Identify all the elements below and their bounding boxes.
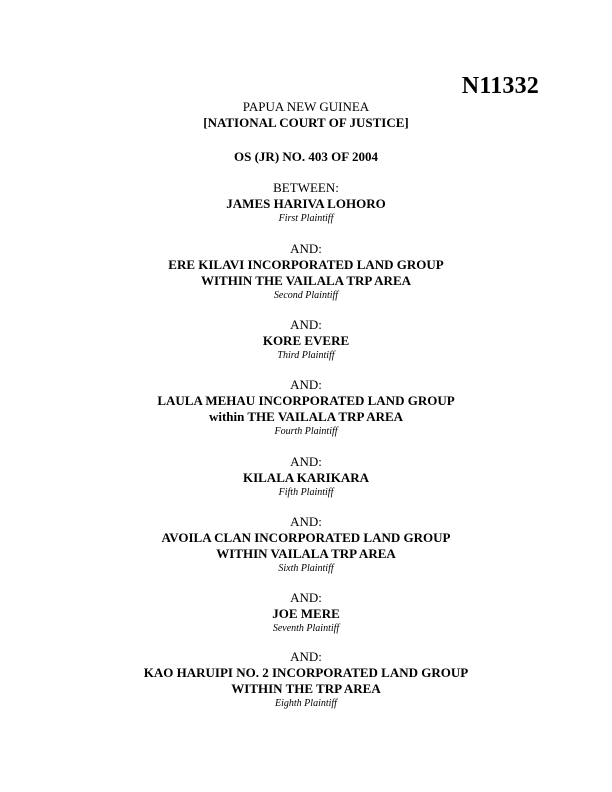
party-sixth (0, 514, 612, 576)
party-name-continued: WITHIN THE VAILALA TRP AREA (201, 273, 411, 288)
party-fourth (0, 377, 612, 439)
and-connector: AND: (290, 590, 322, 605)
party-name: JOE MERE (272, 606, 340, 621)
party-role: Second Plaintiff (273, 290, 339, 301)
party-role: Eighth Plaintiff (275, 698, 337, 709)
and-connector: AND: (290, 514, 322, 529)
document-header (0, 99, 612, 131)
party-role: Seventh Plaintiff (272, 623, 340, 634)
country-name: PAPUA NEW GUINEA (242, 99, 370, 114)
party-second (0, 241, 612, 303)
party-seventh (0, 590, 612, 636)
party-name: AVOILA CLAN INCORPORATED LAND GROUP (161, 530, 451, 545)
party-first (0, 180, 612, 226)
and-connector: AND: (290, 317, 322, 332)
party-name: ERE KILAVI INCORPORATED LAND GROUP (168, 257, 444, 272)
party-third (0, 317, 612, 363)
party-name-continued: WITHIN THE TRP AREA (231, 681, 381, 696)
and-connector: AND: (290, 649, 322, 664)
party-role: First Plaintiff (278, 213, 334, 224)
party-role: Sixth Plaintiff (278, 563, 334, 574)
party-name-continued: WITHIN VAILALA TRP AREA (216, 546, 396, 561)
party-name: JAMES HARIVA LOHORO (226, 196, 386, 211)
party-name: KILALA KARIKARA (242, 470, 370, 485)
party-fifth (0, 454, 612, 500)
party-name: LAULA MEHAU INCORPORATED LAND GROUP (157, 393, 455, 408)
party-role: Third Plaintiff (277, 350, 335, 361)
party-name: KORE EVERE (262, 333, 350, 348)
between-label: BETWEEN: (273, 180, 339, 195)
party-role: Fifth Plaintiff (278, 487, 334, 498)
and-connector: AND: (290, 454, 322, 469)
case-number: N11332 (461, 73, 539, 99)
party-eighth (0, 649, 612, 711)
and-connector: AND: (290, 377, 322, 392)
party-name: KAO HARUIPI NO. 2 INCORPORATED LAND GROUP (143, 665, 469, 680)
party-name-continued: within THE VAILALA TRP AREA (208, 409, 404, 424)
party-role: Fourth Plaintiff (274, 426, 338, 437)
proceeding-number: OS (JR) NO. 403 OF 2004 (234, 149, 378, 164)
and-connector: AND: (290, 241, 322, 256)
proceeding-number-block (0, 149, 612, 165)
court-name: [NATIONAL COURT OF JUSTICE] (203, 115, 409, 130)
